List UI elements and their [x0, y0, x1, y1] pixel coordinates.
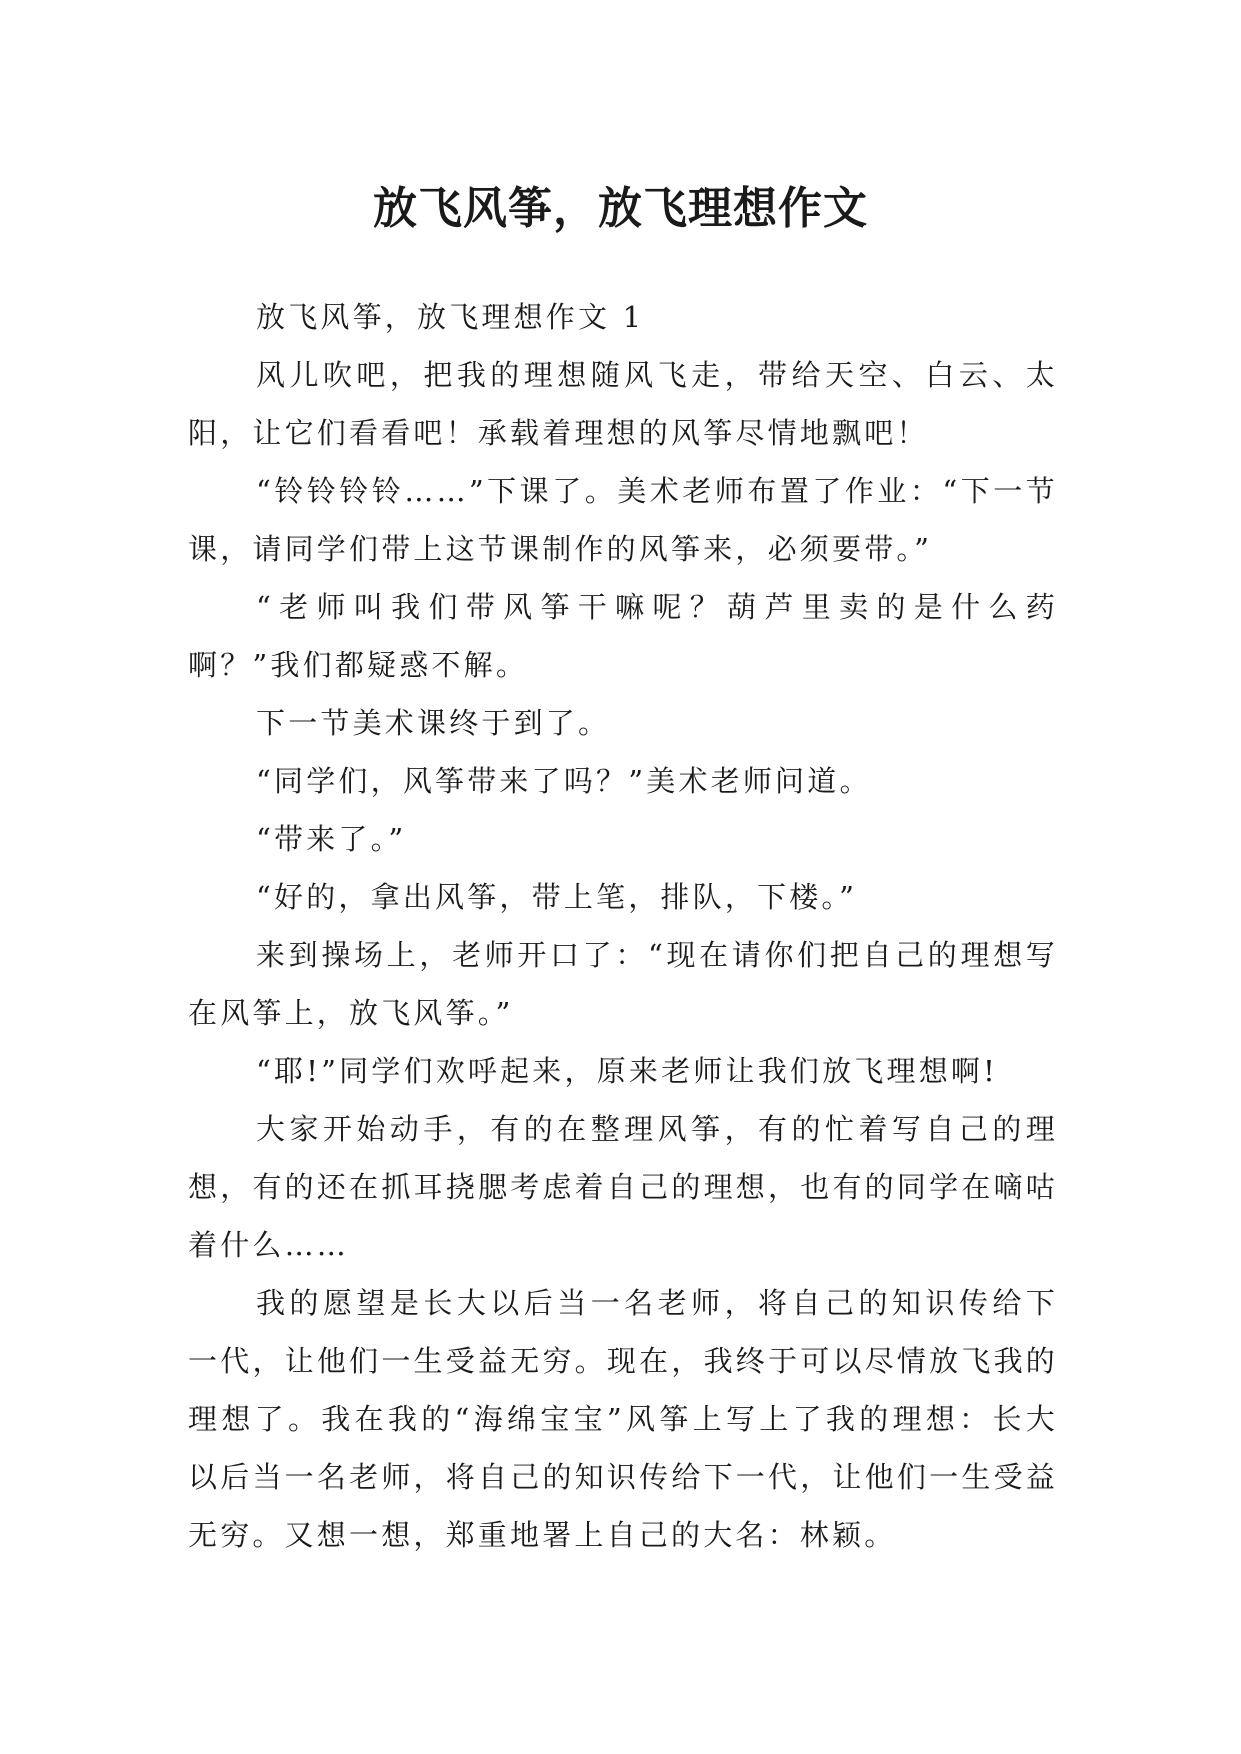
paragraph: “铃铃铃铃……”下课了。美术老师布置了作业：“下一节课，请同学们带上这节课制作的风筝来，必须要带。”: [188, 474, 1058, 566]
paragraph: “同学们，风筝带来了吗？”美术老师问道。: [256, 764, 872, 798]
paragraph: “耶!”同学们欢呼起来，原来老师让我们放飞理想啊!: [256, 1054, 998, 1088]
paragraph: “好的，拿出风筝，带上笔，排队，下楼。”: [256, 880, 858, 914]
paragraph: 下一节美术课终于到了。: [256, 706, 611, 740]
document-body: [188, 288, 1058, 1564]
paragraph: 大家开始动手，有的在整理风筝，有的忙着写自己的理想，有的还在抓耳挠腮考虑着自己的理想，也有的同学在嘀咕着什么……: [188, 1112, 1058, 1262]
paragraph: 风儿吹吧，把我的理想随风飞走，带给天空、白云、太阳，让它们看看吧！承载着理想的风筝尽情地飘吧！: [188, 358, 1058, 450]
paragraph: “老师叫我们带风筝干嘛呢？葫芦里卖的是什么药啊？”我们都疑惑不解。: [188, 590, 1058, 682]
paragraph: 来到操场上，老师开口了：“现在请你们把自己的理想写在风筝上，放飞风筝。”: [188, 938, 1058, 1030]
paragraph: “带来了。”: [256, 822, 407, 856]
document-title: 放飞风筝，放飞理想作文: [373, 183, 868, 235]
paragraph: 我的愿望是长大以后当一名老师，将自己的知识传给下一代，让他们一生受益无穷。现在，我终于可以尽情放飞我的理想了。我在我的“海绵宝宝”风筝上写上了我的理想：长大以后当一名老师，将自己的知识传给下一代，让他们一生受益无穷。又想一想，郑重地署上自己的大名：林颖。: [188, 1286, 1058, 1552]
subheading: 放飞风筝，放飞理想作文 1: [256, 300, 645, 334]
